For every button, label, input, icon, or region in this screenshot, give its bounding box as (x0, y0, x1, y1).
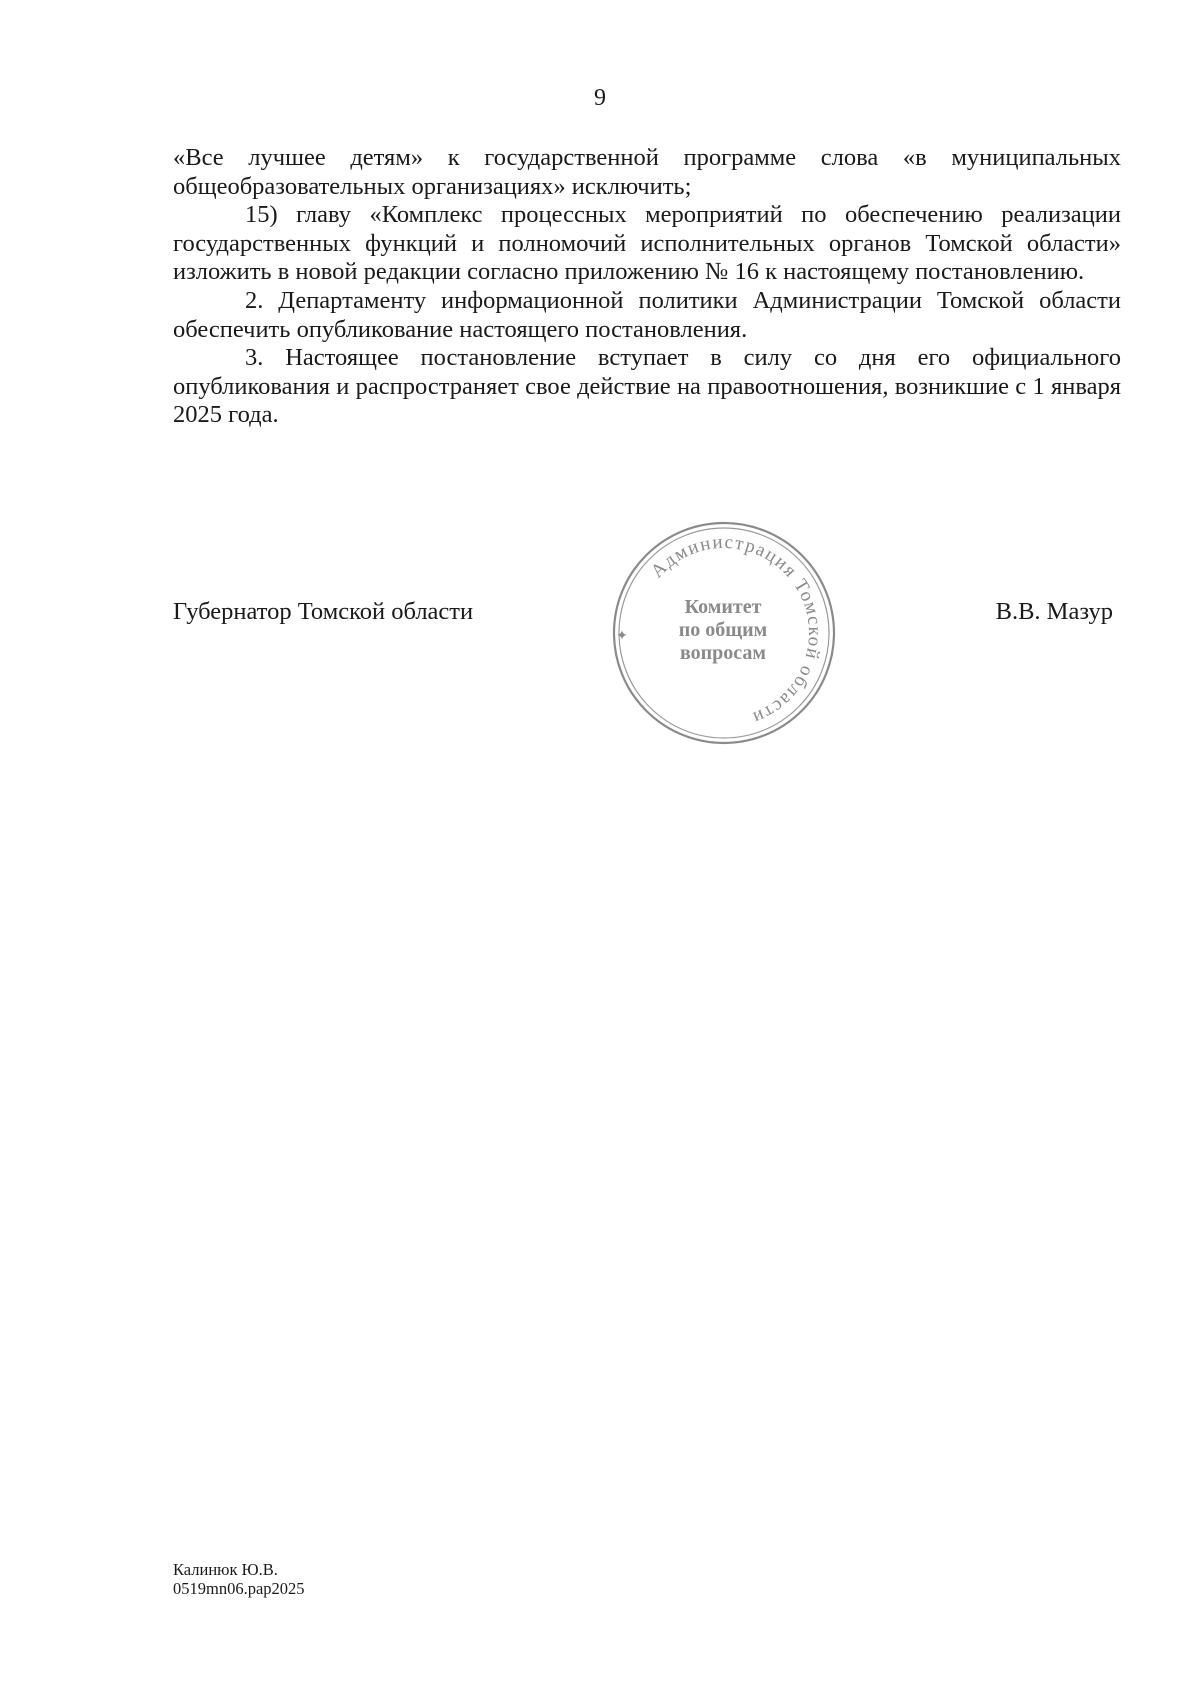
executor-name: Калинюк Ю.В. (173, 1560, 278, 1579)
page-number: 9 (594, 85, 606, 111)
stamp-graphic (610, 519, 838, 747)
stamp-center-line-2: по общим (678, 619, 768, 641)
paragraph-item-3: 3. Настоящее постановление вступает в силу со дня его официального опубликования и распространяет свое действие на правоотношения, возникшие с 1 января 2025 года. (173, 344, 1121, 429)
document-footer (173, 1560, 305, 1598)
stamp-center-line-1: Комитет (684, 596, 762, 618)
paragraph-item-15: 15) главу «Комплекс процессных мероприятий по обеспечению реализации государственных функций и полномочий исполнительных органов Томской области» изложить в новой редакции согласно приложению № 16 к настоящему постановлению. (173, 201, 1121, 286)
stamp-center-line-3: вопросам (679, 642, 767, 664)
file-code: 0519mn06.pap2025 (173, 1579, 305, 1598)
stamp-ring-text: Администрация Томской области (646, 531, 826, 729)
paragraph-item-2: 2. Департаменту информационной политики Администрации Томской области обеспечить опубликование настоящего постановления. (173, 286, 1121, 343)
signer-title: Губернатор Томской области (173, 598, 474, 625)
document-body (173, 144, 1121, 430)
stamp-star-icon: ✦ (616, 629, 628, 644)
official-stamp (610, 519, 838, 747)
signer-name: В.В. Мазур (995, 598, 1113, 625)
paragraph-continuation: «Все лучшее детям» к государственной программе слова «в муниципальных общеобразовательных организациях» исключить; (173, 144, 1121, 200)
